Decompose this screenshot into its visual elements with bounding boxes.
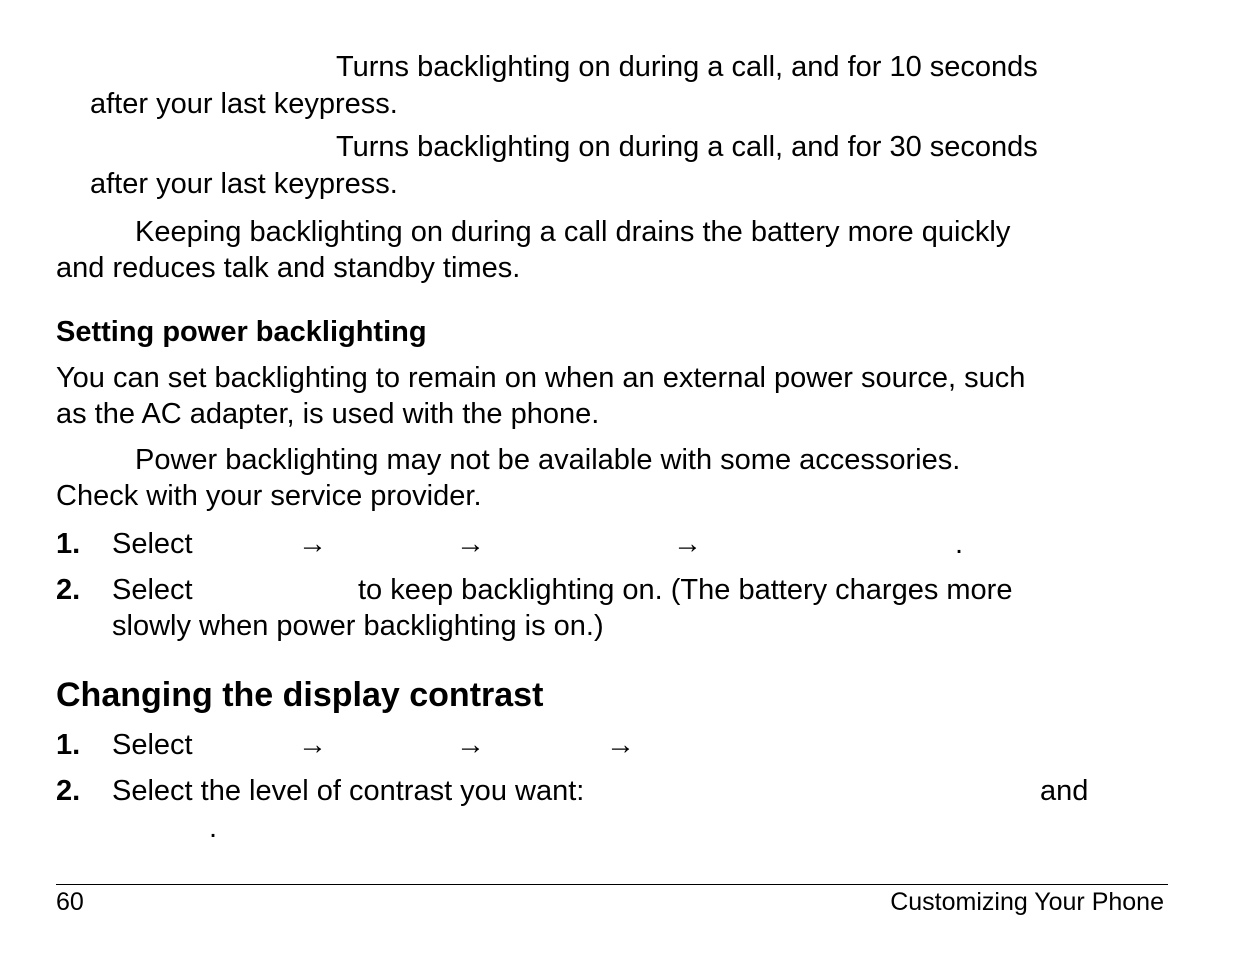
power-step1-number: 1. [56,528,81,560]
backlight-option-30s-line2: after your last keypress. [90,168,398,200]
footer-section-title: Customizing Your Phone [890,888,1164,916]
accessories-note-line1: Power backlighting may not be available with some accessories. [135,444,961,476]
arrow-icon: → [606,729,635,761]
power-step2-select: Select [112,574,193,606]
contrast-step1-number: 1. [56,729,81,761]
display-contrast-heading: Changing the display contrast [56,676,544,714]
arrow-icon: → [673,528,702,560]
arrow-icon: → [456,729,485,761]
arrow-icon: → [298,729,327,761]
footer-rule [56,884,1168,885]
contrast-step2-text: Select the level of contrast you want: [112,775,585,807]
power-step1-period: . [955,528,964,560]
contrast-step2-number: 2. [56,775,81,807]
power-backlighting-heading: Setting power backlighting [56,316,427,348]
power-step1-select: Select [112,528,193,560]
contrast-step1-select: Select [112,729,193,761]
power-step2-number: 2. [56,574,81,606]
contrast-step2-and: and [1040,775,1089,807]
power-backlighting-intro-line1: You can set backlighting to remain on when an external power source, such [56,362,1026,394]
backlight-option-10s-line1: Turns backlighting on during a call, and for 10 seconds [336,51,1038,83]
accessories-note-line2: Check with your service provider. [56,480,482,512]
backlight-option-10s-line2: after your last keypress. [90,88,398,120]
page-number: 60 [56,888,84,916]
battery-note-line1: Keeping backlighting on during a call drains the battery more quickly [135,216,1011,248]
battery-note-line2: and reduces talk and standby times. [56,252,521,284]
power-step2-text: to keep backlighting on. (The battery charges more [358,574,1013,606]
arrow-icon: → [456,528,485,560]
backlight-option-30s-line1: Turns backlighting on during a call, and for 30 seconds [336,131,1038,163]
contrast-step2-period: . [209,812,218,844]
power-step2-line2: slowly when power backlighting is on.) [112,610,604,642]
power-backlighting-intro-line2: as the AC adapter, is used with the phone. [56,398,600,430]
arrow-icon: → [298,528,327,560]
